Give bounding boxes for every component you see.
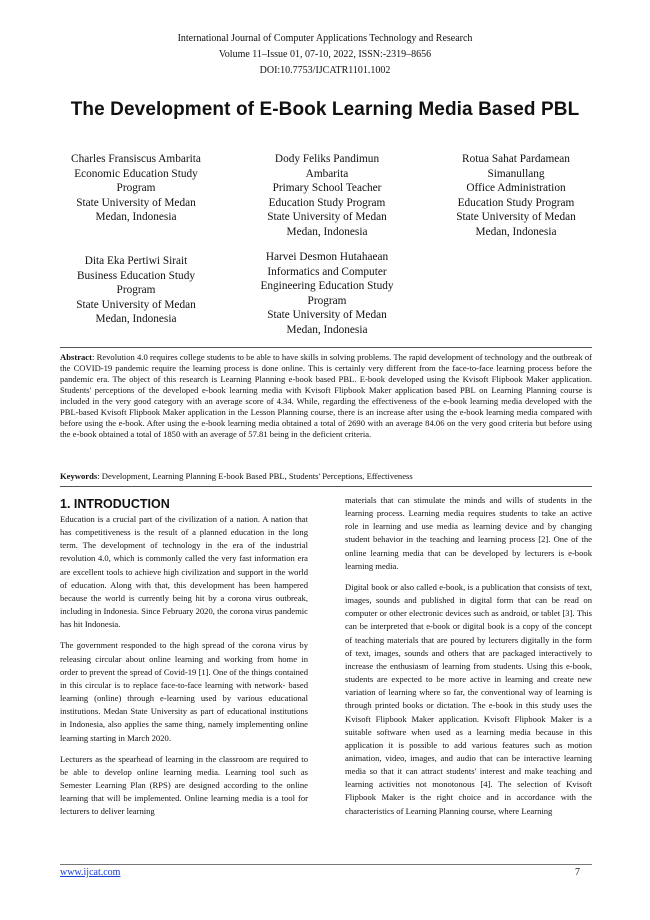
paragraph: Lecturers as the spearhead of learning in the classroom are required to be able to develop online learning media. Learning tool such as Semester Learning Plan (RPS) are designed according to the online learning that will be implemented. Online learning media is a tool for lecturers to deliver learning [60,753,308,817]
author-line: State University of Medan [267,211,387,224]
author-line: Engineering Education Study [260,280,394,293]
abstract-label: Abstract [60,352,92,362]
abstract-top-rule [60,347,592,348]
keywords-bottom-rule [60,486,592,487]
author-3 [426,152,606,240]
left-column [60,494,308,826]
author-line: Medan, Indonesia [286,323,368,336]
author-line: Program [116,284,156,297]
author-line: Economic Education Study [74,167,198,180]
journal-name: International Journal of Computer Applications Technology and Research [177,33,473,44]
author-line: State University of Medan [76,298,196,311]
author-line: Program [116,182,156,195]
abstract-text: : Revolution 4.0 requires college students to be able to have skills in solving problems. The rapid development of technology and the outbreak of the COVID-19 pandemic require the learning process is done online. This is certainly very different from the face-to-face learning process before the pandemic era. The object of this research is Learning Planning e-book based PBL. E-book developed using the Kvisoft Flipbook Maker application. Students' perceptions of the developed e-book learning media with Kvisoft Flipbook Maker application based PBL on Learning Planning course is included in the very good category with an average score of 4.34. While, regarding the effectiveness of the e-book learning media developed with the PBL-based Kvisoft Flipbook Maker application in the Lesson Planning course, there is an increase after using the e-book learning media compared with before using the e-book. After using the e-book learning media obtained a total of 2690 with an average 84.06 on the very good criteria but before using the e-book obtained a total of 1850 with an average of 57.81 being in the deficient criteria. [60,352,592,439]
paragraph: The government responded to the high spread of the corona virus by releasing circular about online learning and working from home in order to prevent the spread of Covid-19 [1]. One of the things contained in this circular is to replace face-to-face learning with network- based learning (online) through e-learning used by various educational institutions. Medan State University as part of educational institutions in Indonesia, also applies the same thing, namely implementing online learning starting in March 2020. [60,640,308,743]
author-line: Primary School Teacher [272,182,382,195]
journal-doi: DOI:10.7753/IJCATR1101.1002 [259,65,391,76]
author-line: Charles Fransiscus Ambarita [71,153,201,165]
paragraph: materials that can stimulate the minds and wills of students in the learning process. Learning media requires students to take an active role in learning and use media as learning device and by changing student behavior in the teaching and learning process [2]. One of the online learning media that can be developed by lecturers is e-book learning media. [345,495,592,571]
paragraph: Digital book or also called e-book, is a publication that consists of text, images, sounds and published in digital form that can be read on computer or other electronic devices such as android, or tablet [3]. This can be interpreted that e-book or digital book is a copy of the concept of teaching materials that are poured by lecturers digitally in the form of text, images, sounds and others that are packaged interactively to increase the enthusiasm of learning from students. Using this e-book, students are expected to be more active in learning and create new variation of learning where so far, the conventional way of learning is through printed books or dictation. The e-book in this study uses the Kvisoft Flipbook Maker application. Kvisoft Flipbook Maker is a suitable software when used as a learning media because in this application it is possible to add various features such as motion animation, video, images, and audio that can be interactive learning media so that it can attract students' interest and make teaching and learning activities not monotonous [4]. The selection of Kvisoft Flipbook Maker is the right choice and in accordance with the characteristics of Learning Planning course, where Learning [345,581,592,816]
author-line: Education Study Program [457,196,575,209]
author-line: Harvei Desmon Hutahaean [265,251,389,263]
author-line: Education Study Program [268,196,386,209]
section-heading: 1. INTRODUCTION [60,497,170,511]
page-number: 7 [575,867,580,878]
keywords [60,471,592,482]
author-line: Office Administration [466,182,566,195]
author-line: State University of Medan [267,309,387,322]
abstract [60,352,592,440]
footer-rule [60,864,592,865]
author-line: Medan, Indonesia [475,225,557,238]
author-line: State University of Medan [76,196,196,209]
author-line: State University of Medan [456,211,576,224]
keywords-text: : Development, Learning Planning E-book Based PBL, Students' Perceptions, Effectiveness [97,471,413,481]
paragraph: Education is a crucial part of the civilization of a nation. A nation that has competitiveness is the result of a planned education in the long term. The development of technology in the era of the industrial revolution 4.0, which is commonly called the very fast information era are excellent tools to achieve high civilization and support in the world of education. Along with that, this development has been hampered because the world is currently being hit by a corona virus outbreak, including in Indonesia. Since February 2020, the corona virus pandemic has hit Indonesia. [60,514,308,630]
journal-header [0,31,650,79]
author-line: Dita Eka Pertiwi Sirait [84,255,188,267]
author-line: Program [307,294,347,307]
author-line: Informatics and Computer [267,265,387,278]
author-4 [46,254,226,327]
author-line: Dody Feliks Pandimun [274,153,380,165]
author-line: Medan, Indonesia [286,225,368,238]
author-2 [237,152,417,240]
author-line: Rotua Sahat Pardamean [462,153,570,165]
journal-link[interactable]: www.ijcat.com [60,867,121,878]
author-line: Medan, Indonesia [95,313,177,326]
author-line: Ambarita [305,167,349,180]
paper-title: The Development of E-Book Learning Media Based PBL [70,99,580,120]
journal-volume: Volume 11–Issue 01, 07-10, 2022, ISSN:-2319–8656 [218,49,432,60]
author-line: Business Education Study [77,269,195,282]
author-1 [46,152,226,225]
author-5 [237,250,417,338]
author-line: Simanullang [487,167,545,180]
author-line: Medan, Indonesia [95,211,177,224]
right-column [345,494,592,826]
keywords-label: Keywords [60,471,98,481]
